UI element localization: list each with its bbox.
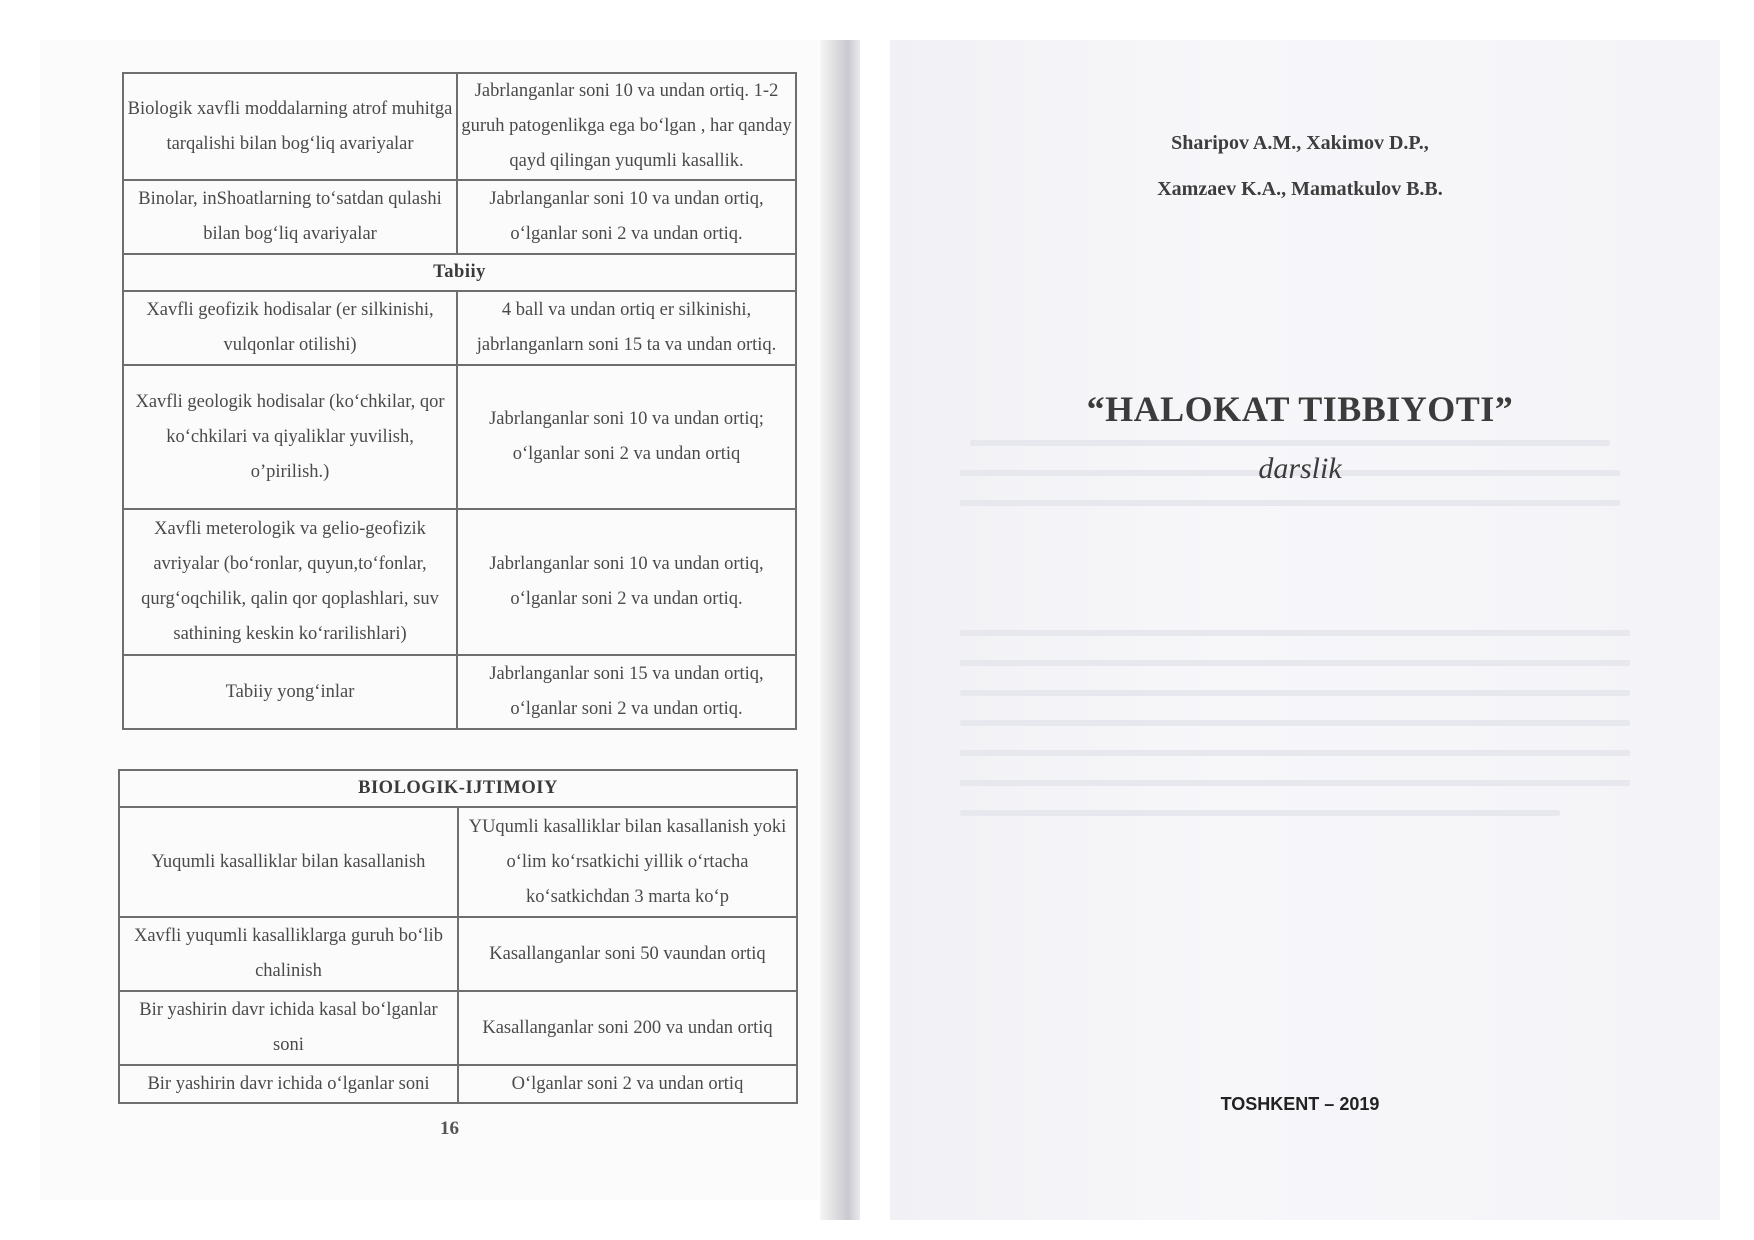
authors-line-2: Xamzaev K.A., Mamatkulov B.B.	[1157, 178, 1443, 200]
table-row	[123, 180, 796, 254]
table-cell: Jabrlanganlar soni 15 va undan ortiq, o‘lganlar soni 2 va undan ortiq.	[457, 655, 796, 729]
section-heading-natural: Tabiiy	[123, 254, 796, 291]
table-row	[123, 365, 796, 509]
bleed-through-line	[960, 500, 1620, 506]
table-cell: Jabrlanganlar soni 10 va undan ortiq, o‘lganlar soni 2 va undan ortiq.	[457, 509, 796, 655]
bleed-through-line	[960, 660, 1630, 666]
table-cell: Jabrlanganlar soni 10 va undan ortiq; o‘lganlar soni 2 va undan ortiq	[457, 365, 796, 509]
table-cell: Xavfli geologik hodisalar (ko‘chkilar, qor ko‘chkilari va qiyaliklar yuvilish, o’pirilish.)	[123, 365, 457, 509]
table-cell: Xavfli geofizik hodisalar (er silkinishi, vulqonlar otilishi)	[123, 291, 457, 365]
table-cell: Bir yashirin davr ichida kasal bo‘lganlar soni	[119, 991, 458, 1065]
bleed-through-line	[960, 810, 1560, 816]
page-number: 16	[440, 1118, 459, 1139]
table-row	[123, 291, 796, 365]
table-row	[119, 1065, 797, 1103]
table-cell: Binolar, inShoatlarning to‘satdan qulashi bilan bog‘liq avariyalar	[123, 180, 457, 254]
table-cell: Yuqumli kasalliklar bilan kasallanish	[119, 807, 458, 917]
biological-social-table	[118, 769, 798, 1104]
table-cell: Bir yashirin davr ichida o‘lganlar soni	[119, 1065, 458, 1103]
authors-line-1: Sharipov A.M., Xakimov D.P.,	[1171, 132, 1429, 154]
bleed-through-line	[960, 750, 1630, 756]
bleed-through-line	[960, 780, 1630, 786]
bleed-through-line	[970, 440, 1610, 446]
table-row	[119, 991, 797, 1065]
table-row	[123, 509, 796, 655]
section-row	[119, 770, 797, 807]
bleed-through-line	[960, 630, 1630, 636]
table-cell: Kasallanganlar soni 50 vaundan ortiq	[458, 917, 797, 991]
table-cell: YUqumli kasalliklar bilan kasallanish yoki o‘lim ko‘rsatkichi yillik o‘rtacha ko‘satkichdan 3 marta ko‘p	[458, 807, 797, 917]
table-cell: Tabiiy yong‘inlar	[123, 655, 457, 729]
book-spine	[820, 40, 860, 1220]
section-heading-biological-social: BIOLOGIK-IJTIMOIY	[119, 770, 797, 807]
table-cell: Kasallanganlar soni 200 va undan ortiq	[458, 991, 797, 1065]
right-page	[890, 40, 1720, 1220]
emergency-criteria-table	[122, 72, 797, 730]
book-title: “HALOKAT TIBBIYOTI”	[1086, 389, 1514, 429]
table-row	[119, 807, 797, 917]
table-cell: Xavfli meterologik va gelio-geofizik avriyalar (bo‘ronlar, quyun,to‘fonlar, qurg‘oqchilik, qalin qor qoplashlari, suv sathining keskin ko‘rarilishlari)	[123, 509, 457, 655]
table-cell: Xavfli yuqumli kasalliklarga guruh bo‘lib chalinish	[119, 917, 458, 991]
bleed-through-line	[960, 720, 1630, 726]
table-cell: Jabrlanganlar soni 10 va undan ortiq, o‘lganlar soni 2 va undan ortiq.	[457, 180, 796, 254]
bleed-through-line	[960, 690, 1630, 696]
publication-place-year: TOSHKENT – 2019	[1220, 1094, 1380, 1114]
table-row	[123, 73, 796, 180]
table-cell: Biologik xavfli moddalarning atrof muhitga tarqalishi bilan bog‘liq avariyalar	[123, 73, 457, 180]
table-cell: Jabrlanganlar soni 10 va undan ortiq. 1-2 guruh patogenlikga ega bo‘lgan , har qanday qayd qilingan yuqumli kasallik.	[457, 73, 796, 180]
book-subtitle: darslik	[1258, 452, 1342, 485]
table-row	[123, 655, 796, 729]
section-row	[123, 254, 796, 291]
table-cell: 4 ball va undan ortiq er silkinishi, jabrlanganlarn soni 15 ta va undan ortiq.	[457, 291, 796, 365]
table-cell: O‘lganlar soni 2 va undan ortiq	[458, 1065, 797, 1103]
table-row	[119, 917, 797, 991]
